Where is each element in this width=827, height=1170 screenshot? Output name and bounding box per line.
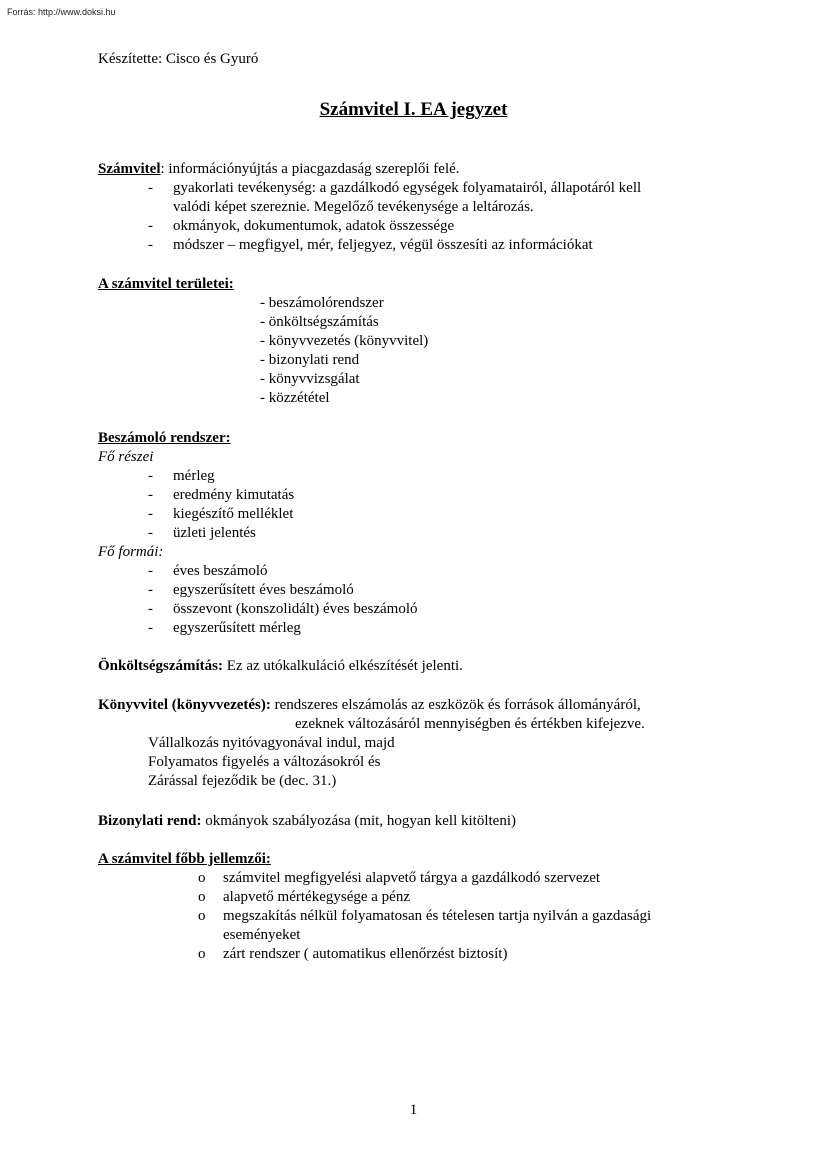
list-item-text: számvitel megfigyelési alapvető tárgya a gazdálkodó szervezet xyxy=(223,870,601,886)
konyvvitel-continuation xyxy=(98,715,645,734)
list-item-text: egyszerűsített éves beszámoló xyxy=(173,582,354,598)
jellemzok-heading: A számvitel főbb jellemzői: xyxy=(98,851,271,867)
source-url: Forrás: http://www.doksi.hu xyxy=(7,7,116,17)
list-item-text: eredmény kimutatás xyxy=(173,487,295,503)
bizonylati-term: Bizonylati rend: xyxy=(98,813,202,829)
list-item xyxy=(98,236,593,255)
onkoltseg-text: Ez az utókalkuláció elkészítését jelenti. xyxy=(223,658,463,674)
teruletek-section xyxy=(98,275,429,408)
list-item-text: - bizonylati rend xyxy=(260,352,360,368)
list-item xyxy=(98,888,410,907)
szamvitel-section xyxy=(98,160,642,255)
list-item xyxy=(98,505,294,524)
parts-label: Fő részei xyxy=(98,449,154,465)
konyvvitel-paragraph xyxy=(98,696,641,715)
onkoltseg-section xyxy=(98,657,463,676)
konyvvitel-line-text: Vállalkozás nyitóvagyonával indul, majd xyxy=(148,735,395,751)
onkoltseg-paragraph xyxy=(98,657,463,676)
section-heading xyxy=(98,275,234,294)
list-item xyxy=(98,332,429,351)
page-number: 1 xyxy=(409,1102,418,1118)
list-item-text: alapvető mértékegysége a pénz xyxy=(223,889,410,905)
konyvvitel-line xyxy=(98,734,641,753)
list-item-text: - könyvvezetés (könyvvitel) xyxy=(260,333,429,349)
list-item xyxy=(98,869,601,888)
subheading xyxy=(98,448,231,467)
list-item-text: éves beszámoló xyxy=(173,563,268,579)
list-item-text: gyakorlati tevékenység: a gazdálkodó egységek folyamatairól, állapotáról kell xyxy=(173,180,642,196)
list-item-text: üzleti jelentés xyxy=(173,525,256,541)
circle-bullet: o xyxy=(198,870,206,886)
dash-bullet: - xyxy=(148,180,153,196)
list-item-text: eseményeket xyxy=(223,927,301,943)
forms-label: Fő formái: xyxy=(98,544,164,560)
list-item xyxy=(98,389,330,408)
list-item-text: mérleg xyxy=(173,468,215,484)
list-item xyxy=(98,907,652,926)
list-item-text: okmányok, dokumentumok, adatok összessége xyxy=(173,218,455,234)
dash-bullet: - xyxy=(148,506,153,522)
konyvvitel-line-text: Zárással fejeződik be (dec. 31.) xyxy=(148,773,337,789)
list-item xyxy=(98,467,231,486)
konyvvitel-text: rendszeres elszámolás az eszközök és források állományáról, xyxy=(270,697,641,713)
konyvvitel-line-text: Folyamatos figyelés a változásokról és xyxy=(148,754,381,770)
page-title: Számvitel I. EA jegyzet xyxy=(319,99,508,120)
onkoltseg-term: Önköltségszámítás: xyxy=(98,658,223,674)
section-heading xyxy=(98,850,271,869)
dash-bullet: - xyxy=(148,218,153,234)
list-item-continuation xyxy=(98,198,534,217)
konyvvitel-text-2: ezeknek változásáról mennyiségben és értékben kifejezve. xyxy=(295,716,645,732)
list-item xyxy=(98,562,268,581)
beszamolo-section xyxy=(98,429,418,638)
subheading xyxy=(98,543,231,562)
bizonylati-text: okmányok szabályozása (mit, hogyan kell kitölteni) xyxy=(201,813,516,829)
author-line: Készítette: Cisco és Gyuró xyxy=(98,51,259,67)
list-item-text: zárt rendszer ( automatikus ellenőrzést biztosít) xyxy=(223,946,508,962)
list-item xyxy=(98,370,360,389)
list-item-text: - könyvvizsgálat xyxy=(260,371,360,387)
dash-bullet: - xyxy=(148,237,153,253)
dash-bullet: - xyxy=(148,487,153,503)
jellemzok-section xyxy=(98,850,652,964)
list-item-text: összevont (konszolidált) éves beszámoló xyxy=(173,601,418,617)
dash-bullet: - xyxy=(148,563,153,579)
bizonylati-paragraph xyxy=(98,812,516,831)
dash-bullet: - xyxy=(148,601,153,617)
list-item xyxy=(98,294,384,313)
list-item xyxy=(98,351,360,370)
beszamolo-heading: Beszámoló rendszer: xyxy=(98,430,231,446)
list-item-text: megszakítás nélkül folyamatosan és tételesen tartja nyilván a gazdasági xyxy=(223,908,652,924)
circle-bullet: o xyxy=(198,908,206,924)
list-item xyxy=(98,179,642,198)
list-item-continuation xyxy=(98,926,301,945)
list-item-text: - önköltségszámítás xyxy=(260,314,379,330)
list-item-text: egyszerűsített mérleg xyxy=(173,620,301,636)
list-item xyxy=(98,619,301,638)
circle-bullet: o xyxy=(198,946,206,962)
szamvitel-term: Számvitel xyxy=(98,161,161,177)
list-item xyxy=(98,600,418,619)
dash-bullet: - xyxy=(148,582,153,598)
list-item-text: kiegészítő melléklet xyxy=(173,506,294,522)
list-item xyxy=(98,486,295,505)
section-heading xyxy=(98,429,231,448)
list-item xyxy=(98,524,256,543)
list-item xyxy=(98,313,379,332)
konyvvitel-line xyxy=(98,772,641,791)
konyvvitel-line xyxy=(98,753,641,772)
dash-bullet: - xyxy=(148,468,153,484)
dash-bullet: - xyxy=(148,620,153,636)
list-item-text: valódi képet szereznie. Megelőző tevékenysége a leltározás. xyxy=(173,199,534,215)
list-item-text: - közzététel xyxy=(260,390,330,406)
szamvitel-definition-text: : információnyújtás a piacgazdaság szereplői felé. xyxy=(160,161,460,177)
konyvvitel-term: Könyvvitel (könyvvezetés): xyxy=(98,697,271,713)
list-item-text: - beszámolórendszer xyxy=(260,295,384,311)
konyvvitel-section xyxy=(98,696,645,791)
list-item xyxy=(98,945,508,964)
list-item-text: módszer – megfigyel, mér, feljegyez, végül összesíti az információkat xyxy=(173,237,593,253)
dash-bullet: - xyxy=(148,525,153,541)
teruletek-heading: A számvitel területei: xyxy=(98,276,234,292)
szamvitel-definition xyxy=(98,160,460,179)
list-item xyxy=(98,217,460,236)
circle-bullet: o xyxy=(198,889,206,905)
list-item xyxy=(98,581,354,600)
bizonylati-section xyxy=(98,812,516,831)
